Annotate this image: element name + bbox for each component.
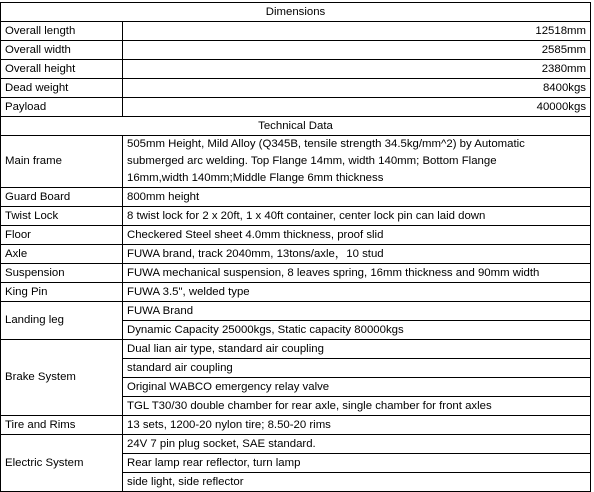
table-row	[1, 302, 591, 321]
table-row	[1, 340, 591, 359]
table-row	[1, 207, 591, 226]
row-value: side light, side reflector	[123, 473, 591, 492]
row-value: 800mm height	[123, 188, 591, 207]
row-label: Main frame	[1, 136, 123, 188]
row-value: FUWA brand, track 2040mm, 13tons/axle，10 stud	[123, 245, 591, 264]
table-row	[1, 79, 591, 98]
row-value: FUWA 3.5", welded type	[123, 283, 591, 302]
row-label: Dead weight	[1, 79, 123, 98]
row-value: Checkered Steel sheet 4.0mm thickness, proof slid	[123, 226, 591, 245]
row-value: Original WABCO emergency relay valve	[123, 378, 591, 397]
row-value: TGL T30/30 double chamber for rear axle, single chamber for front axles	[123, 397, 591, 416]
row-value: standard air coupling	[123, 359, 591, 378]
row-value: Dynamic Capacity 25000kgs, Static capacity 80000kgs	[123, 321, 591, 340]
table-row	[1, 60, 591, 79]
row-value: FUWA Brand	[123, 302, 591, 321]
row-label: Landing leg	[1, 302, 123, 340]
row-value: 2380mm	[123, 60, 591, 79]
table-row	[1, 264, 591, 283]
row-label: Overall width	[1, 41, 123, 60]
row-label: Overall length	[1, 22, 123, 41]
row-label: Overall height	[1, 60, 123, 79]
table-row	[1, 98, 591, 117]
table-row	[1, 136, 591, 188]
technical-heading: Technical Data	[1, 117, 591, 136]
table-row	[1, 435, 591, 454]
table-row	[1, 22, 591, 41]
table-row	[1, 41, 591, 60]
row-value: 8 twist lock for 2 x 20ft, 1 x 40ft container, center lock pin can laid down	[123, 207, 591, 226]
table-row	[1, 188, 591, 207]
row-label: King Pin	[1, 283, 123, 302]
row-value: 8400kgs	[123, 79, 591, 98]
table-row	[1, 226, 591, 245]
row-value: 12518mm	[123, 22, 591, 41]
row-value: Rear lamp rear reflector, turn lamp	[123, 454, 591, 473]
row-value: 2585mm	[123, 41, 591, 60]
row-label: Floor	[1, 226, 123, 245]
row-label: Suspension	[1, 264, 123, 283]
row-value: 13 sets, 1200-20 nylon tire; 8.50-20 rims	[123, 416, 591, 435]
row-label: Guard Board	[1, 188, 123, 207]
table-row	[1, 283, 591, 302]
row-label: Payload	[1, 98, 123, 117]
table-row	[1, 416, 591, 435]
text-line: 16mm,width 140mm;Middle Flange 6mm thickness	[127, 172, 384, 184]
row-value: Dual lian air type, standard air coupling	[123, 340, 591, 359]
dimensions-header-row	[1, 3, 591, 22]
row-label: Tire and Rims	[1, 416, 123, 435]
row-value: 24V 7 pin plug socket, SAE standard.	[123, 435, 591, 454]
dimensions-heading: Dimensions	[1, 3, 591, 22]
row-label: Axle	[1, 245, 123, 264]
table-row	[1, 245, 591, 264]
text-line: submerged arc welding. Top Flange 14mm, width 140mm; Bottom Flange	[127, 155, 497, 167]
row-value: 40000kgs	[123, 98, 591, 117]
main-frame-value	[123, 136, 591, 188]
row-value: FUWA mechanical suspension, 8 leaves spring, 16mm thickness and 90mm width	[123, 264, 591, 283]
row-label: Electric System	[1, 435, 123, 492]
row-label: Brake System	[1, 340, 123, 416]
spec-table	[0, 2, 591, 492]
row-label: Twist Lock	[1, 207, 123, 226]
technical-header-row	[1, 117, 591, 136]
text-line: 505mm Height, Mild Alloy (Q345B, tensile strength 34.5kg/mm^2) by Automatic	[127, 138, 525, 150]
